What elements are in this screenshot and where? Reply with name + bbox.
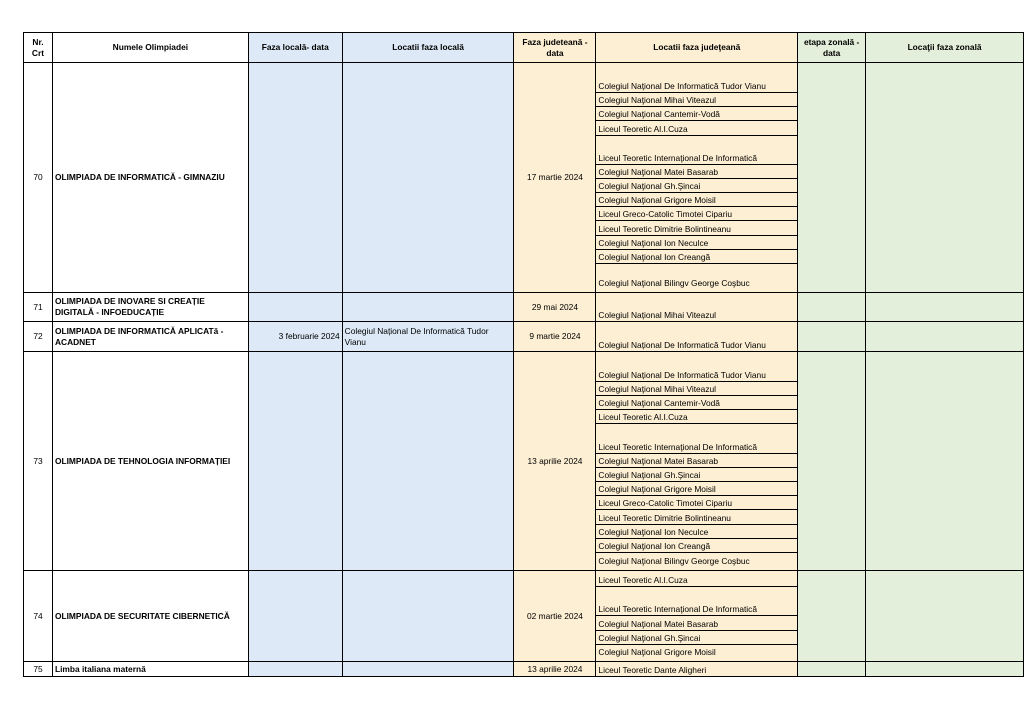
county-location-item: Colegiul Naţional Grigore Moisil (596, 481, 797, 495)
county-location-list (596, 571, 797, 658)
county-location-item: Colegiul Naţional Mihai Viteazul (596, 92, 797, 106)
zone-phase-date (798, 662, 866, 677)
zone-phase-date (798, 571, 866, 662)
local-phase-location: Colegiul Național De Informatică Tudor Vianu (342, 322, 514, 352)
county-location-item: Liceul Teoretic Dimitrie Bolintineanu (596, 220, 797, 235)
row-number: 71 (24, 293, 53, 322)
local-phase-location (342, 352, 514, 571)
zone-phase-location (866, 293, 1024, 322)
county-location-list (596, 662, 797, 676)
county-phase-date: 17 martie 2024 (514, 63, 596, 293)
county-location-list (596, 352, 797, 567)
county-location-item: Colegiul Naţional Bilingv George Coşbuc (596, 263, 797, 289)
county-phase-locations (596, 571, 798, 662)
olympiad-name: OLIMPIADA DE INOVARE SI CREAȚIE DIGITALĂ - INFOEDUCAȚIE (52, 293, 248, 322)
county-phase-date: 02 martie 2024 (514, 571, 596, 662)
zone-phase-date (798, 63, 866, 293)
county-phase-date: 13 aprilie 2024 (514, 352, 596, 571)
county-location-item: Colegiul Naţional Matei Basarab (596, 615, 797, 630)
county-location-item: Colegiul Naţional Cantemir-Vodă (596, 106, 797, 120)
local-phase-date (248, 662, 342, 677)
row-number: 73 (24, 352, 53, 571)
table-row (24, 63, 1024, 293)
county-location-item: Colegiul Național De Informatică Tudor Vianu (596, 352, 797, 381)
county-location-list (596, 293, 797, 321)
table-body (24, 63, 1024, 677)
olympiad-name: OLIMPIADA DE INFORMATICĂ APLICATă - ACADNET (52, 322, 248, 352)
table-row (24, 322, 1024, 352)
local-phase-location (342, 293, 514, 322)
local-phase-date (248, 571, 342, 662)
county-phase-locations (596, 293, 798, 322)
county-location-item: Colegiul Naţional Grigore Moisil (596, 644, 797, 658)
county-location-item: Colegiul Naţional Matei Basarab (596, 453, 797, 467)
county-location-item: Colegiul Naţional Grigore Moisil (596, 192, 797, 206)
county-location-list (596, 63, 797, 289)
row-number: 72 (24, 322, 53, 352)
county-location-item: Colegiul Naţional Matei Basarab (596, 164, 797, 178)
zone-phase-location (866, 571, 1024, 662)
county-location-item: Colegiul Naţional Gh.Şincai (596, 467, 797, 481)
county-phase-date: 29 mai 2024 (514, 293, 596, 322)
county-location-item: Colegiul Naţional Ion Neculce (596, 235, 797, 249)
county-location-item: Liceul Teoretic Al.I.Cuza (596, 120, 797, 135)
zone-phase-location (866, 352, 1024, 571)
county-location-item: Liceul Teoretic Al.I.Cuza (596, 409, 797, 423)
header-zone-date: etapa zonală - data (798, 33, 866, 63)
county-location-item: Colegiul Național De Informatică Tudor Vianu (596, 322, 797, 351)
table-row (24, 571, 1024, 662)
county-location-item: Colegiul Naţional Ion Creangă (596, 538, 797, 552)
zone-phase-date (798, 322, 866, 352)
zone-phase-location (866, 322, 1024, 352)
county-phase-date: 9 martie 2024 (514, 322, 596, 352)
county-location-list (596, 322, 797, 351)
row-number: 74 (24, 571, 53, 662)
olympiad-name: Limba italiana maternă (52, 662, 248, 677)
row-number: 70 (24, 63, 53, 293)
county-location-item: Liceul Greco-Catolic Timotei Cipariu (596, 495, 797, 509)
county-location-item: Colegiul Naţional Mihai Viteazul (596, 381, 797, 395)
olympiad-name: OLIMPIADA DE TEHNOLOGIA INFORMAȚIEI (52, 352, 248, 571)
header-local-locations: Locatii faza locală (342, 33, 514, 63)
county-phase-date: 13 aprilie 2024 (514, 662, 596, 677)
local-phase-location (342, 571, 514, 662)
county-phase-locations (596, 63, 798, 293)
county-location-item: Liceul Greco-Catolic Timotei Cipariu (596, 206, 797, 220)
county-phase-locations (596, 322, 798, 352)
county-location-item: Colegiul Naţional Ion Creangă (596, 249, 797, 263)
local-phase-date (248, 63, 342, 293)
local-phase-date: 3 februarie 2024 (248, 322, 342, 352)
row-number: 75 (24, 662, 53, 677)
table-row (24, 662, 1024, 677)
olympiad-name: OLIMPIADA DE INFORMATICĂ - GIMNAZIU (52, 63, 248, 293)
county-location-item: Liceul Teoretic Internaţional De Informatică (596, 423, 797, 453)
zone-phase-date (798, 293, 866, 322)
county-location-item: Colegiul Naţional Bilingv George Coşbuc (596, 552, 797, 567)
table-row (24, 293, 1024, 322)
county-location-item: Colegiul Naţional Ion Neculce (596, 524, 797, 538)
county-location-item: Liceul Teoretic Dimitrie Bolintineanu (596, 509, 797, 524)
local-phase-date (248, 352, 342, 571)
county-location-item: Liceul Teoretic Dante Aligheri (596, 662, 797, 676)
zone-phase-date (798, 352, 866, 571)
header-county-date: Faza judeteană - data (514, 33, 596, 63)
header-local-date: Faza locală- data (248, 33, 342, 63)
county-location-item: Liceul Teoretic Internaţional De Informatică (596, 586, 797, 615)
olympiad-name: OLIMPIADA DE SECURITATE CIBERNETICĂ (52, 571, 248, 662)
zone-phase-location (866, 63, 1024, 293)
zone-phase-location (866, 662, 1024, 677)
county-phase-locations (596, 662, 798, 677)
county-location-item: Liceul Teoretic Al.I.Cuza (596, 571, 797, 586)
table-row (24, 352, 1024, 571)
olympiad-table (23, 32, 1024, 677)
county-phase-locations (596, 352, 798, 571)
header-zone-locations: Locaţii faza zonală (866, 33, 1024, 63)
header-county-locations: Locatii faza judeţeană (596, 33, 798, 63)
county-location-item: Colegiul Naţional Cantemir-Vodă (596, 395, 797, 409)
local-phase-date (248, 293, 342, 322)
header-nr: Nr. Crt (24, 33, 53, 63)
county-location-item: Colegiul Naţional Gh.Şincai (596, 178, 797, 192)
local-phase-location (342, 63, 514, 293)
county-location-item: Colegiul Naţional Gh.Şincai (596, 630, 797, 644)
header-name: Numele Olimpiadei (52, 33, 248, 63)
local-phase-location (342, 662, 514, 677)
county-location-item: Colegiul Național Mihai Viteazul (596, 293, 797, 321)
county-location-item: Colegiul Național De Informatică Tudor Vianu (596, 63, 797, 92)
header-row (24, 33, 1024, 63)
county-location-item: Liceul Teoretic Internaţional De Informatică (596, 135, 797, 164)
